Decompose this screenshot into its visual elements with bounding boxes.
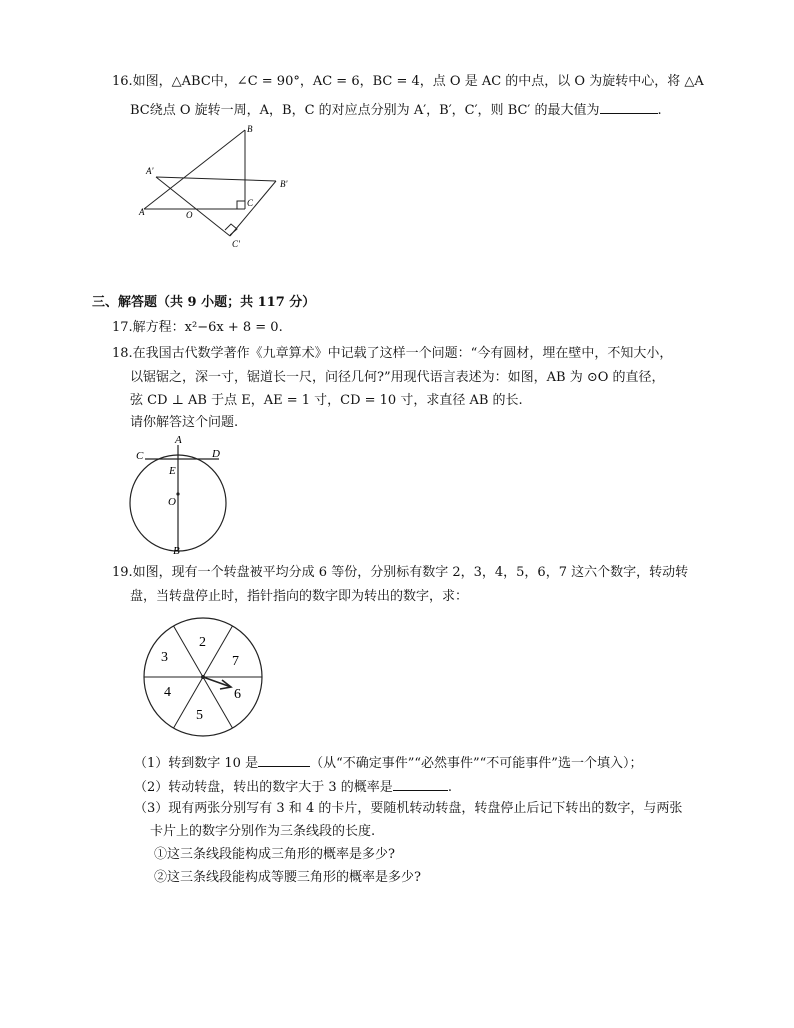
q19-part-1-options: （从“不确定事件”“必然事件”“不可能事件”选一个填入）； [310,756,643,771]
q16-text: BC绕点 O 旋转一周，A，B，C 的对应点分别为 A′，B′，C′，则 BC′ 的最大值为 [130,103,600,118]
spinner-number-6: 6 [234,687,241,702]
q18-line-1: 18.在我国古代数学著作《九章算术》中记载了这样一个问题：“今有圆材，埋在壁中，不知大小， [112,346,673,361]
q19-part-2-text: （2）转动转盘，转出的数字大于 3 的概率是 [134,780,393,795]
q16-line-2 [130,99,662,120]
q18-line-2: 以锯锯之，深一寸，锯道长一尺，问径几何?”用现代语言表述为：如图，AB 为 ⊙O 的直径， [130,370,665,385]
q16-period: . [657,103,662,118]
q16-label-O: O [186,210,193,220]
spinner-number-2: 2 [199,635,206,650]
q19-spinner-figure [138,614,274,744]
spinner-number-4: 4 [164,685,171,700]
q16-label-C-prime: C' [232,239,240,249]
q19-part-2-period: . [447,780,452,795]
q19-part-3-line-2: 卡片上的数字分别作为三条线段的长度. [150,824,376,839]
spinner-number-5: 5 [196,708,203,723]
q18-line-3: 弦 CD ⊥ AB 于点 E，AE = 1 寸，CD = 10 寸，求直径 AB 的长. [130,393,523,408]
q18-label-D: D [212,448,220,460]
q18-label-B: B [173,545,180,557]
q16-label-A-prime: A' [146,166,154,176]
q18-line-4: 请你解答这个问题. [130,415,239,430]
q16-triangle-figure [130,118,310,258]
q16-label-B-prime: B' [280,179,288,189]
spinner-number-3: 3 [161,650,168,665]
q18-circle-figure [125,432,245,557]
q17-text: 17.解方程：x²−6x + 8 = 0. [112,320,283,335]
q19-line-1: 19.如图，现有一个转盘被平均分成 6 等份，分别标有数字 2，3，4，5，6，7 这六个数字，转动转 [112,565,689,580]
q16-label-B: B [247,124,253,134]
q19-line-2: 盘，当转盘停止时，指针指向的数字即为转出的数字，求： [130,589,469,604]
section-3-title: 三、解答题（共 9 小题；共 117 分） [92,295,316,310]
q19-part-3-sub-2: ②这三条线段能构成等腰三角形的概率是多少? [154,870,421,885]
q16-label-A: A [139,207,145,217]
q19-part-2-blank[interactable] [393,776,448,791]
q19-part-2 [134,776,452,797]
q16-answer-blank[interactable] [600,99,658,114]
q19-part-1-text: （1）转到数字 10 是 [134,756,259,771]
q16-line-1: 16.如图，△ABC中，∠C = 90°，AC = 6，BC = 4，点 O 是 AC 的中点，以 O 为旋转中心，将 △A [112,74,704,89]
q18-label-E: E [169,465,176,477]
q19-part-1-blank[interactable] [258,752,310,767]
q19-part-3-line-1: （3）现有两张分别写有 3 和 4 的卡片，要随机转动转盘，转盘停止后记下转出的数字，与两张 [134,801,683,816]
q19-part-3-sub-1: ①这三条线段能构成三角形的概率是多少? [154,847,395,862]
q18-label-O: O [168,496,176,508]
q18-label-A: A [175,434,182,446]
q19-part-1 [134,752,642,773]
q16-label-C: C [247,198,254,208]
q18-label-C: C [136,450,144,462]
spinner-number-7: 7 [232,654,239,669]
